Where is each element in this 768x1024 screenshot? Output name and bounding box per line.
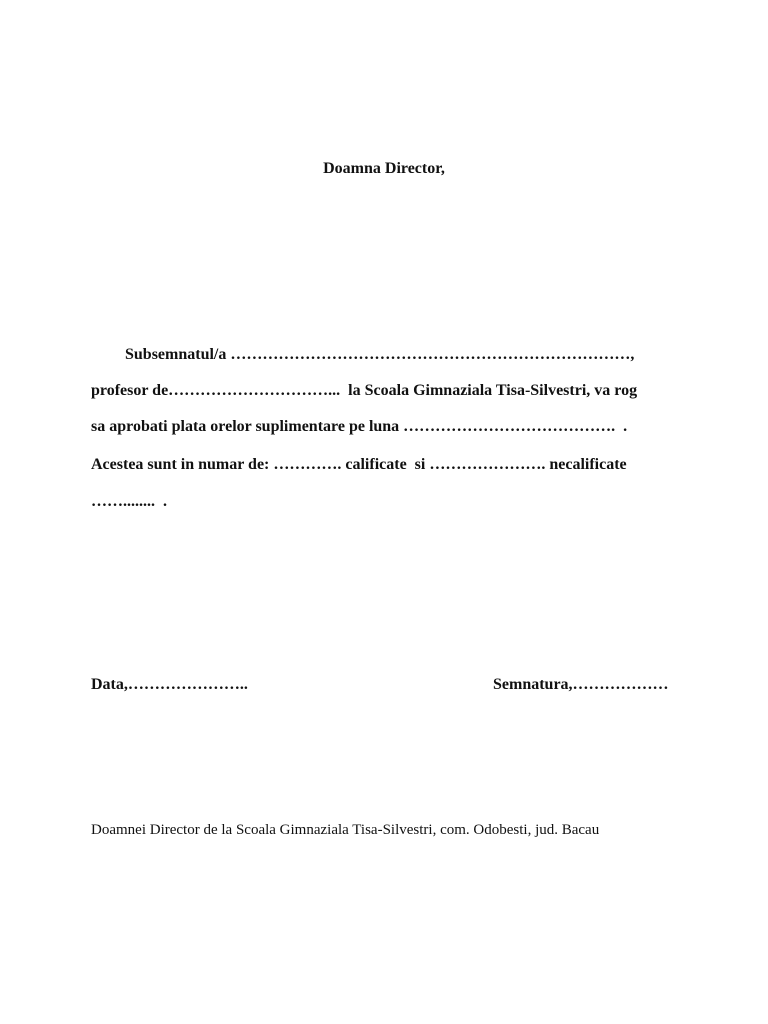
body-line-3: sa aprobati plata orelor suplimentare pe luna …………………………………. . <box>91 418 628 435</box>
date-field: Data,………………….. <box>91 676 248 693</box>
body-line-2: profesor de…………………………... la Scoala Gimnaziala Tisa-Silvestri, va rog <box>91 382 638 399</box>
salutation-heading: Doamna Director, <box>323 160 445 177</box>
body-line-1: Subsemnatul/a …………………………………………………………………, <box>125 346 635 363</box>
body-line-4: Acestea sunt in numar de: …………. calificate si …………………. necalificate <box>91 456 627 473</box>
signature-field: Semnatura,……………… <box>493 676 669 693</box>
footer-address: Doamnei Director de la Scoala Gimnaziala Tisa-Silvestri, com. Odobesti, jud. Bacau <box>91 822 600 838</box>
body-line-5: ……........ . <box>91 493 167 510</box>
